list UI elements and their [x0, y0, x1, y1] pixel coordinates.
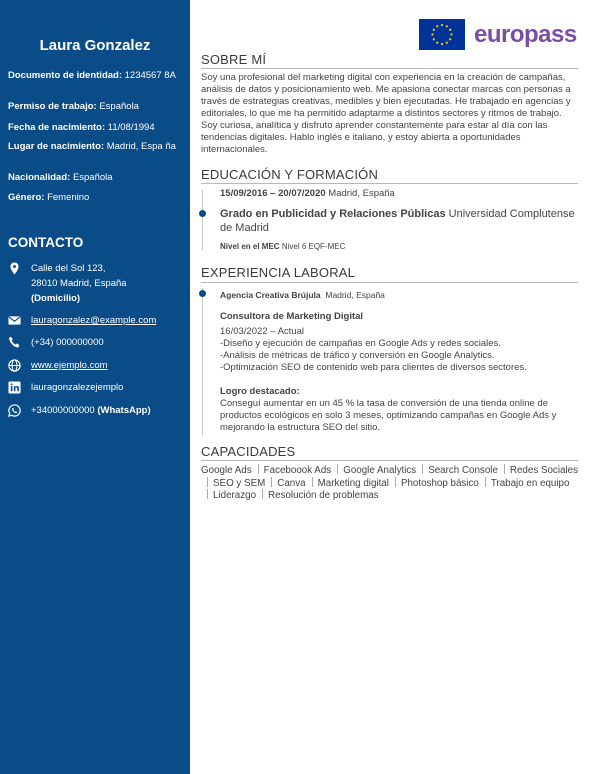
- skills-heading: CAPACIDADES: [201, 444, 296, 459]
- skill-separator: [504, 464, 505, 474]
- info-birth-place: Lugar de nacimiento: Madrid, Espa ña: [8, 141, 176, 152]
- info-work-permit: Permiso de trabajo: Española: [8, 101, 139, 112]
- experience-company: Agencia Creativa Brújula Madrid, España: [220, 290, 385, 300]
- envelope-icon: [8, 314, 21, 327]
- education-divider: [201, 183, 578, 184]
- location-pin-icon: [8, 262, 21, 275]
- about-heading: SOBRE MÍ: [201, 52, 267, 67]
- about-divider: [201, 68, 578, 69]
- achievement-label: Logro destacado:: [220, 386, 300, 397]
- skill-item: Marketing digital: [317, 477, 389, 489]
- skill-item: SEO y SEM: [213, 477, 266, 489]
- experience-bullet: -Diseño y ejecución de campañas en Google Ads y redes sociales.: [220, 338, 501, 349]
- education-timeline: [202, 190, 203, 250]
- education-level: Nivel en el MEC Nivel 6 EQF-MEC: [220, 242, 346, 251]
- skill-item: Redes Sociales: [509, 465, 578, 476]
- sidebar: [0, 0, 190, 774]
- skill-separator: [207, 477, 208, 487]
- experience-role: Consultora de Marketing Digital: [220, 311, 364, 322]
- whatsapp-number: +34000000000: [31, 405, 95, 416]
- experience-bullet: -Optimización SEO de contenido web para clientes de diversos sectores.: [220, 362, 527, 373]
- skill-separator: [337, 464, 338, 474]
- about-text: Soy una profesional del marketing digital con experiencia en la creación de campañas, análisis de datos y posicionamiento web. Me apasiona conectar marcas con personas a través de estrategias creativas, medibles y bien ejecutadas. He trabajado en agencias y editoriales, lo que me ha permitido adaptarme a distintos sectores y ritmos de trabajo. Soy curiosa, analítica y disfruto aprender constantemente para estar al día con las tendencias digitales. Hablo inglés e italiano, y estoy abierta a oportunidades internacionales.: [201, 72, 571, 155]
- skill-separator: [485, 477, 486, 487]
- skill-item: Canva: [277, 477, 306, 489]
- skills-list: [201, 464, 578, 502]
- whatsapp-icon: [8, 404, 21, 417]
- education-heading: EDUCACIÓN Y FORMACIÓN: [201, 167, 379, 182]
- info-id: Documento de identidad: 1234567 8A: [8, 70, 176, 81]
- skill-item: Google Analytics: [343, 465, 417, 476]
- education-dates: 15/09/2016 – 20/07/2020 Madrid, España: [220, 188, 395, 199]
- skill-separator: [262, 489, 263, 499]
- education-timeline-dot: [199, 210, 206, 217]
- skills-divider: [201, 460, 578, 461]
- skill-separator: [395, 477, 396, 487]
- whatsapp-tag: (WhatsApp): [97, 405, 151, 416]
- skill-item: Resolución de problemas: [268, 490, 379, 501]
- europass-logo: [419, 19, 579, 51]
- experience-divider: [201, 282, 578, 283]
- contact-address: [8, 261, 186, 307]
- info-birth-date: Fecha de nacimiento: 11/08/1994: [8, 122, 155, 133]
- skill-separator: [312, 477, 313, 487]
- experience-dates: 16/03/2022 – Actual: [220, 326, 304, 337]
- experience-timeline-dot: [199, 290, 206, 297]
- phone-text: (+34) 000000000: [31, 337, 104, 348]
- skill-item: Search Console: [428, 465, 498, 476]
- website-link[interactable]: www.ejemplo.com: [31, 360, 108, 371]
- experience-bullet: -Análisis de métricas de tráfico y conversión en Google Analytics.: [220, 350, 495, 361]
- contact-heading: CONTACTO: [8, 235, 84, 250]
- linkedin-icon: [8, 381, 21, 394]
- experience-timeline: [202, 288, 203, 436]
- achievement-text: Conseguí aumentar en un 45 % la tasa de conversión de una tienda online de productos ecológicos en solo 3 meses, optimizando campañas en Google Ads y mejorando la estructura SEO del sitio.: [220, 398, 557, 433]
- skill-separator: [207, 489, 208, 499]
- skill-item: Faceboook Ads: [263, 465, 332, 476]
- europass-wordmark: europass: [474, 21, 577, 48]
- person-name: Laura Gonzalez: [39, 37, 151, 54]
- phone-icon: [8, 336, 21, 349]
- skill-separator: [258, 464, 259, 474]
- experience-heading: EXPERIENCIA LABORAL: [201, 265, 356, 280]
- address-tag: (Domicilio): [31, 293, 81, 304]
- email-link[interactable]: lauragonzalez@example.com: [31, 315, 157, 326]
- address-line-2: 28010 Madrid, España: [31, 278, 127, 289]
- skill-item: Liderazgo: [213, 490, 257, 501]
- education-degree: Grado en Publicidad y Relaciones Públicas Universidad Complutense de Madrid: [220, 208, 575, 234]
- address-line-1: Calle del Sol 123,: [31, 263, 106, 274]
- eu-flag-icon: [419, 19, 465, 50]
- info-gender: Género: Femenino: [8, 192, 90, 203]
- skill-separator: [271, 477, 272, 487]
- skill-item: Trabajo en equipo: [490, 477, 570, 489]
- skill-item: Photoshop básico: [400, 477, 479, 489]
- info-nationality: Nacionalidad: Española: [8, 172, 113, 183]
- skill-separator: [422, 464, 423, 474]
- globe-icon: [8, 359, 21, 372]
- skill-item: Google Ads: [201, 465, 252, 476]
- linkedin-text: lauragonzalezejemplo: [31, 382, 124, 393]
